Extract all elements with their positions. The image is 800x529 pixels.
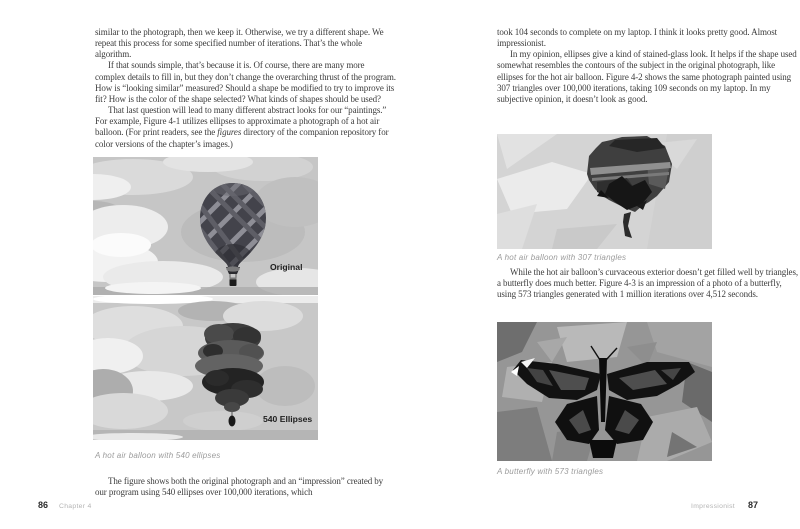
chapter-label: Chapter 4 [59, 503, 92, 510]
figure-4-2 [497, 134, 712, 249]
paragraph [95, 105, 396, 150]
figure-4-3-caption: A butterfly with 573 triangles [497, 467, 604, 476]
paragraph-text: That last question will lead to many different abstract looks for our “paintings.” For example, Figure 4-1 utilizes ellipses to approximate a photograph of a hot air balloon. (For print readers, see the [95, 105, 387, 138]
left-text-block [95, 27, 396, 150]
figure-4-1 [93, 157, 318, 440]
chapter-title-label: Impressionist [691, 503, 735, 510]
page-number: 86 [38, 500, 49, 510]
paragraph: The figure shows both the original photograph and an “impression” created by our program using 540 ellipses over 100,000 iterations, which [95, 476, 384, 498]
italic-term: figures [217, 127, 242, 138]
ellipses-label: 540 Ellipses [263, 414, 313, 424]
triangles-butterfly-image [497, 322, 712, 461]
ellipses-painting-image [93, 296, 318, 440]
paragraph-continuation: took 104 seconds to complete on my laptop. I think it looks pretty good. Almost impressionist. [497, 27, 778, 49]
right-middle-text [497, 267, 798, 300]
original-label: Original [270, 262, 303, 272]
figure-4-1-caption: A hot air balloon with 540 ellipses [95, 451, 221, 460]
triangles-balloon-image [497, 134, 712, 249]
paragraph: If that sounds simple, that’s because it is. Of course, there are many more complex details to fill in, but they don’t change the overarching thrust of the program. How is “looking similar” measured? Should a shape be modified to try to improve its fit? How is the color of the shape selected? What kinds of shapes should be used? [95, 60, 396, 104]
figure-4-2-caption: A hot air balloon with 307 triangles [497, 253, 627, 262]
left-bottom-text [95, 476, 396, 498]
paragraph-continuation: similar to the photograph, then we keep it. Otherwise, we try a different shape. We repeat this process for some specified number of iterations. That’s the whole algorithm. [95, 27, 384, 60]
paragraph-text: directory of the companion repository for color versions of the chapter’s images.) [95, 127, 389, 149]
right-footer [691, 500, 758, 510]
left-footer [38, 500, 92, 510]
original-photo-image [93, 157, 318, 295]
paragraph: While the hot air balloon’s curvaceous exterior doesn’t get filled well by triangles, a butterfly does much better. Figure 4-3 is an impression of a photo of a butterfly, using 573 triangles generated with 1 million iterations over 4,512 seconds. [497, 267, 798, 300]
paragraph: In my opinion, ellipses give a kind of stained-glass look. It helps if the shape used somewhat resembles the contours of the subject in the original photograph, like ellipses for the hot air balloon. Figure 4-2 shows the same photograph painted using 307 triangles over 100,000 iterations, taking 109 seconds on my laptop. In my subjective opinion, it doesn’t look as good. [497, 49, 797, 104]
figure-4-3 [497, 322, 712, 461]
page-number: 87 [747, 500, 758, 510]
right-text-block [497, 27, 798, 105]
right-page [400, 0, 800, 529]
